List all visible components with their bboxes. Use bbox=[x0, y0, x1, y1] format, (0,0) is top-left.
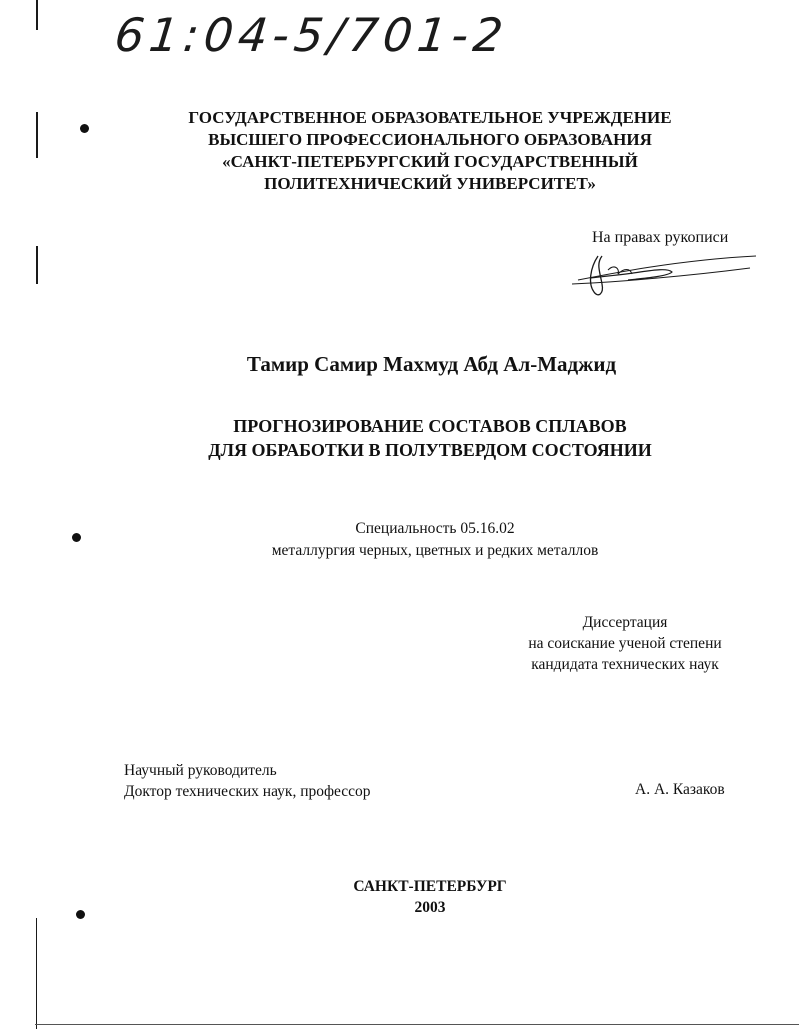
city-year-block bbox=[330, 876, 530, 918]
degree-line-3: кандидата технических наук bbox=[531, 656, 719, 673]
specialty-code: Специальность 05.16.02 bbox=[355, 520, 515, 537]
supervisor-name: А. А. Казаков bbox=[635, 781, 725, 798]
supervisor-degree: Доктор технических наук, профессор bbox=[124, 783, 371, 800]
archive-number: 61:04-5/701-2 bbox=[112, 8, 511, 62]
city: САНКТ-ПЕТЕРБУРГ bbox=[353, 878, 507, 895]
punch-hole-mark-3 bbox=[76, 910, 85, 919]
specialty-block bbox=[230, 518, 640, 562]
institution-line-4: ПОЛИТЕХНИЧЕСКИЙ УНИВЕРСИТЕТ» bbox=[264, 174, 596, 193]
signature-icon bbox=[568, 246, 758, 302]
scan-edge-line-upper bbox=[36, 112, 38, 158]
degree-line-1: Диссертация bbox=[582, 614, 668, 631]
supervisor-block bbox=[124, 760, 371, 802]
title-line-2: ДЛЯ ОБРАБОТКИ В ПОЛУТВЕРДОМ СОСТОЯНИИ bbox=[208, 440, 652, 460]
scan-bottom-rule bbox=[35, 1024, 799, 1025]
degree-block bbox=[500, 612, 750, 675]
supervisor-role: Научный руководитель bbox=[124, 762, 277, 779]
year: 2003 bbox=[414, 899, 446, 916]
degree-line-2: на соискание ученой степени bbox=[528, 635, 722, 652]
institution-line-3: «САНКТ-ПЕТЕРБУРГСКИЙ ГОСУДАРСТВЕННЫЙ bbox=[222, 152, 638, 171]
title-line-1: ПРОГНОЗИРОВАНИЕ СОСТАВОВ СПЛАВОВ bbox=[233, 416, 627, 436]
manuscript-rights-note: На правах рукописи bbox=[592, 229, 729, 246]
scan-edge-line-middle bbox=[36, 246, 38, 284]
institution-line-2: ВЫСШЕГО ПРОФЕССИОНАЛЬНОГО ОБРАЗОВАНИЯ bbox=[208, 130, 652, 149]
scan-edge-line-top bbox=[36, 0, 38, 30]
scan-edge-line-lower bbox=[36, 918, 37, 1029]
dissertation-title bbox=[110, 414, 750, 462]
punch-hole-mark-2 bbox=[72, 533, 81, 542]
specialty-name: металлургия черных, цветных и редких металлов bbox=[271, 542, 599, 559]
institution-header bbox=[110, 107, 750, 195]
institution-line-1: ГОСУДАРСТВЕННОЕ ОБРАЗОВАТЕЛЬНОЕ УЧРЕЖДЕНИЕ bbox=[188, 108, 672, 127]
punch-hole-mark-1 bbox=[80, 124, 89, 133]
author-name: Тамир Самир Махмуд Абд Ал-Маджид bbox=[246, 352, 617, 376]
